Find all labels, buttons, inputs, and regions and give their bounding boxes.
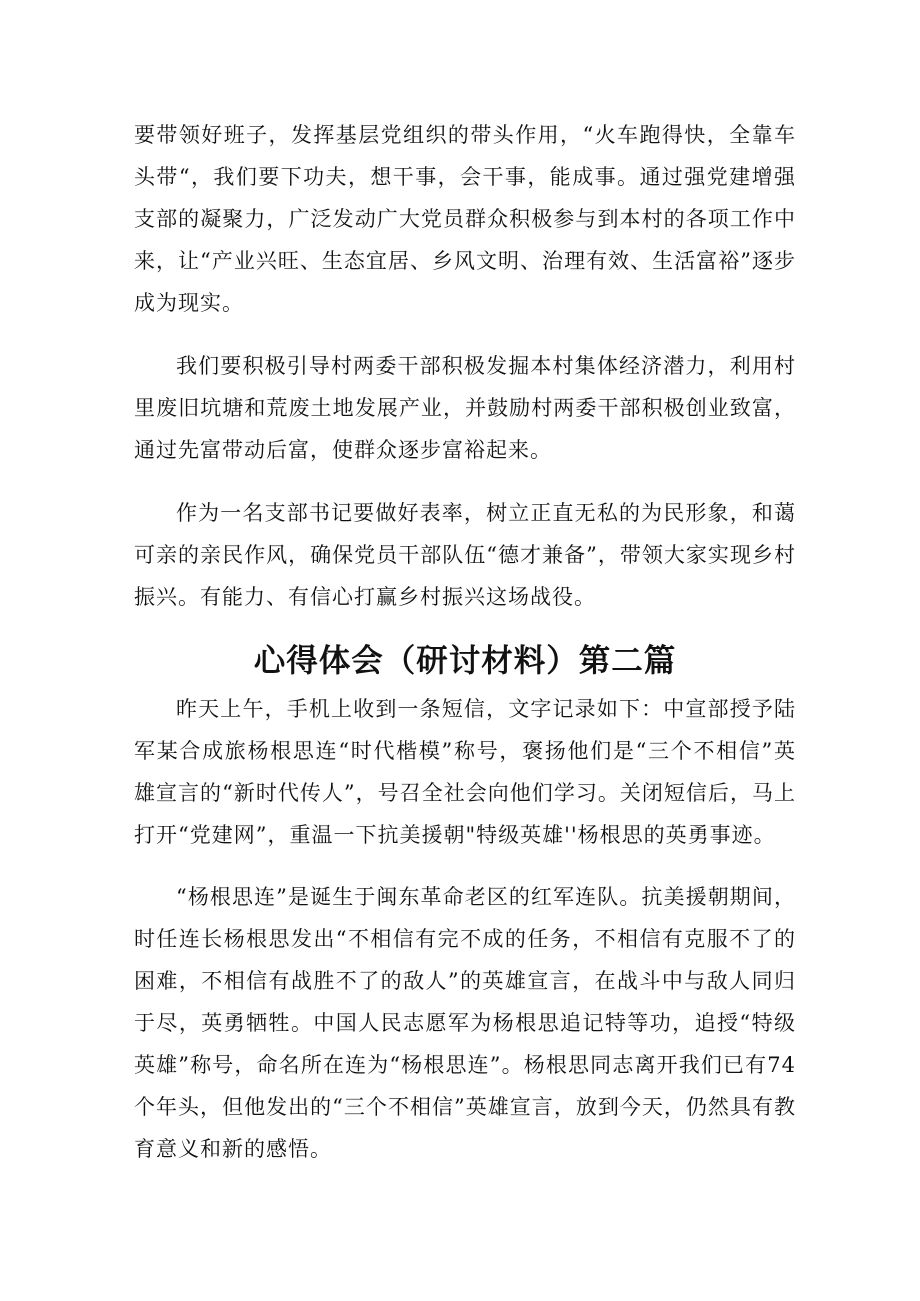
- paragraph-3: 作为一名支部书记要做好表率，树立正直无私的为民形象，和蔼可亲的亲民作风，确保党员干部队伍“德才兼备”，带领大家实现乡村振兴。有能力、有信心打赢乡村振兴这场战役。: [134, 501, 796, 609]
- paragraph-4: 昨天上午，手机上收到一条短信，文字记录如下：中宣部授予陆军某合成旅杨根思连“时代楷模”称号，褒扬他们是“三个不相信”英雄宣言的“新时代传人”，号召全社会向他们学习。关闭短信后，马上打开“党建网”，重温一下抗美援朝"特级英雄''杨根思的英勇事迹。: [134, 697, 796, 847]
- paragraph-2: 我们要积极引导村两委干部积极发掘本村集体经济潜力，利用村里废旧坑塘和荒废土地发展产业，并鼓励村两委干部积极创业致富，通过先富带动后富，使群众逐步富裕起来。: [134, 354, 796, 462]
- document-body: [134, 114, 796, 1170]
- section-heading: 心得体会（研讨材料）第二篇: [253, 642, 677, 679]
- paragraph-1: 要带领好班子，发挥基层党组织的带头作用，“火车跑得快，全靠车头带“，我们要下功夫，想干事，会干事，能成事。通过强党建增强支部的凝聚力，广泛发动广大党员群众积极参与到本村的各项工作中来，让“产业兴旺、生态宜居、乡风文明、治理有效、生活富裕”逐步成为现实。: [134, 123, 796, 315]
- paragraph-5: “杨根思连”是诞生于闽东革命老区的红军连队。抗美援朝期间，时任连长杨根思发出“不相信有完不成的任务，不相信有克服不了的困难，不相信有战胜不了的敌人”的英雄宣言，在战斗中与敌人同归于尽，英勇牺牲。中国人民志愿军为杨根思追记特等功，追授“特级英雄”称号，命名所在连为“杨根思连”。杨根思同志离开我们已有74个年头，但他发出的“三个不相信”英雄宣言，放到今天，仍然具有教育意义和新的感悟。: [134, 885, 796, 1161]
